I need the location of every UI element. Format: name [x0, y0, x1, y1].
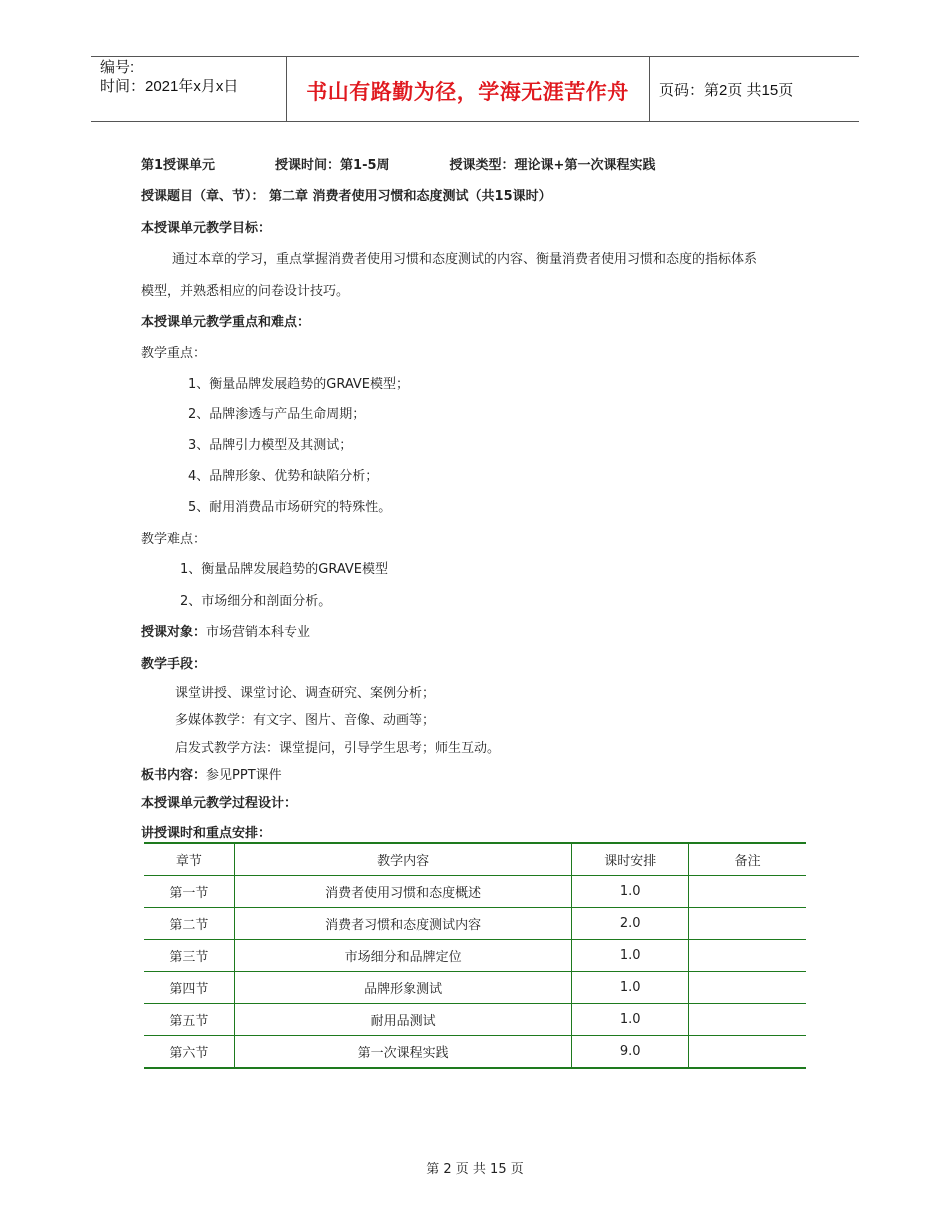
- cell-chapter: 第四节: [144, 972, 234, 1004]
- table-header-row: [144, 843, 806, 876]
- focus-item: 3、品牌引力模型及其测试；: [188, 438, 353, 453]
- col-header-notes: 备注: [689, 843, 806, 876]
- audience-label: 授课对象：: [141, 625, 207, 640]
- cell-hours: 9.0: [572, 1036, 689, 1069]
- method-item: 多媒体教学：有文字、图片、音像、动画等；: [175, 713, 436, 728]
- methods-heading: 教学手段：: [141, 657, 207, 672]
- cell-notes: [689, 972, 806, 1004]
- cell-notes: [689, 908, 806, 940]
- unit-topic: 授课题目（章、节）： 第二章 消费者使用习惯和态度测试（共15课时）: [141, 189, 552, 204]
- cell-chapter: 第二节: [144, 908, 234, 940]
- document-number: 编号:: [100, 59, 135, 76]
- objectives-heading: 本授课单元教学目标：: [141, 221, 272, 236]
- focus-label: 教学重点：: [141, 346, 207, 361]
- board-row: [141, 764, 282, 783]
- cell-hours: 1.0: [572, 1004, 689, 1036]
- table-row: [144, 908, 806, 940]
- keypoints-heading: 本授课单元教学重点和难点：: [141, 315, 311, 330]
- objectives-text: 通过本章的学习，重点掌握消费者使用习惯和态度测试的内容、衡量消费者使用习惯和态度的指标体系: [172, 252, 758, 267]
- schedule-table: [144, 842, 806, 1069]
- col-header-hours: 课时安排: [572, 843, 689, 876]
- cell-notes: [689, 876, 806, 908]
- cell-content: 消费者习惯和态度测试内容: [234, 908, 571, 940]
- cell-hours: 1.0: [572, 940, 689, 972]
- header-page-number: 页码：第2页 共15页: [659, 82, 794, 99]
- board-label: 板书内容：: [141, 768, 207, 783]
- table-row: [144, 876, 806, 908]
- focus-item: 2、品牌渗透与产品生命周期；: [188, 407, 366, 422]
- cell-chapter: 第三节: [144, 940, 234, 972]
- header-top-rule: [91, 56, 859, 57]
- cell-chapter: 第六节: [144, 1036, 234, 1069]
- header-bottom-rule: [91, 121, 859, 122]
- table-row: [144, 1004, 806, 1036]
- document-date: 时间：2021年x月x日: [100, 78, 239, 95]
- table-row: [144, 940, 806, 972]
- table-row: [144, 972, 806, 1004]
- cell-chapter: 第一节: [144, 876, 234, 908]
- page-footer: 第 2 页 共 15 页: [426, 1162, 524, 1177]
- cell-content: 耐用品测试: [234, 1004, 571, 1036]
- objectives-text: 模型，并熟悉相应的问卷设计技巧。: [141, 284, 350, 299]
- difficulty-item: 2、市场细分和剖面分析。: [180, 594, 332, 609]
- cell-chapter: 第五节: [144, 1004, 234, 1036]
- col-header-content: 教学内容: [234, 843, 571, 876]
- audience-value: 市场营销本科专业: [206, 625, 311, 640]
- cell-content: 市场细分和品牌定位: [234, 940, 571, 972]
- header-divider: [649, 56, 650, 122]
- schedule-heading: 讲授课时和重点安排：: [141, 826, 272, 841]
- board-value: 参见PPT课件: [206, 768, 282, 783]
- table-row: [144, 1036, 806, 1069]
- method-item: 启发式教学方法：课堂提问，引导学生思考；师生互动。: [175, 741, 501, 756]
- cell-notes: [689, 1004, 806, 1036]
- header-meta: [100, 58, 238, 96]
- cell-notes: [689, 1036, 806, 1069]
- method-item: 课堂讲授、课堂讨论、调查研究、案例分析；: [175, 686, 436, 701]
- cell-hours: 1.0: [572, 972, 689, 1004]
- process-heading: 本授课单元教学过程设计：: [141, 796, 298, 811]
- unit-type: 授课类型：理论课+第一次课程实践: [449, 158, 656, 173]
- cell-content: 第一次课程实践: [234, 1036, 571, 1069]
- cell-hours: 2.0: [572, 908, 689, 940]
- difficulty-label: 教学难点：: [141, 532, 207, 547]
- col-header-chapter: 章节: [144, 843, 234, 876]
- unit-info-row: [141, 154, 655, 173]
- cell-content: 消费者使用习惯和态度概述: [234, 876, 571, 908]
- header-motto: 书山有路勤为径，学海无涯苦作舟: [306, 80, 629, 104]
- focus-item: 1、衡量品牌发展趋势的GRAVE模型；: [188, 377, 410, 392]
- unit-label: 第1授课单元: [141, 158, 216, 173]
- audience-row: [141, 621, 310, 640]
- cell-hours: 1.0: [572, 876, 689, 908]
- unit-time: 授课时间：第1-5周: [275, 158, 390, 173]
- cell-notes: [689, 940, 806, 972]
- cell-content: 品牌形象测试: [234, 972, 571, 1004]
- focus-item: 5、耐用消费品市场研究的特殊性。: [188, 500, 392, 515]
- focus-item: 4、品牌形象、优势和缺陷分析；: [188, 469, 379, 484]
- difficulty-item: 1、衡量品牌发展趋势的GRAVE模型: [180, 562, 389, 577]
